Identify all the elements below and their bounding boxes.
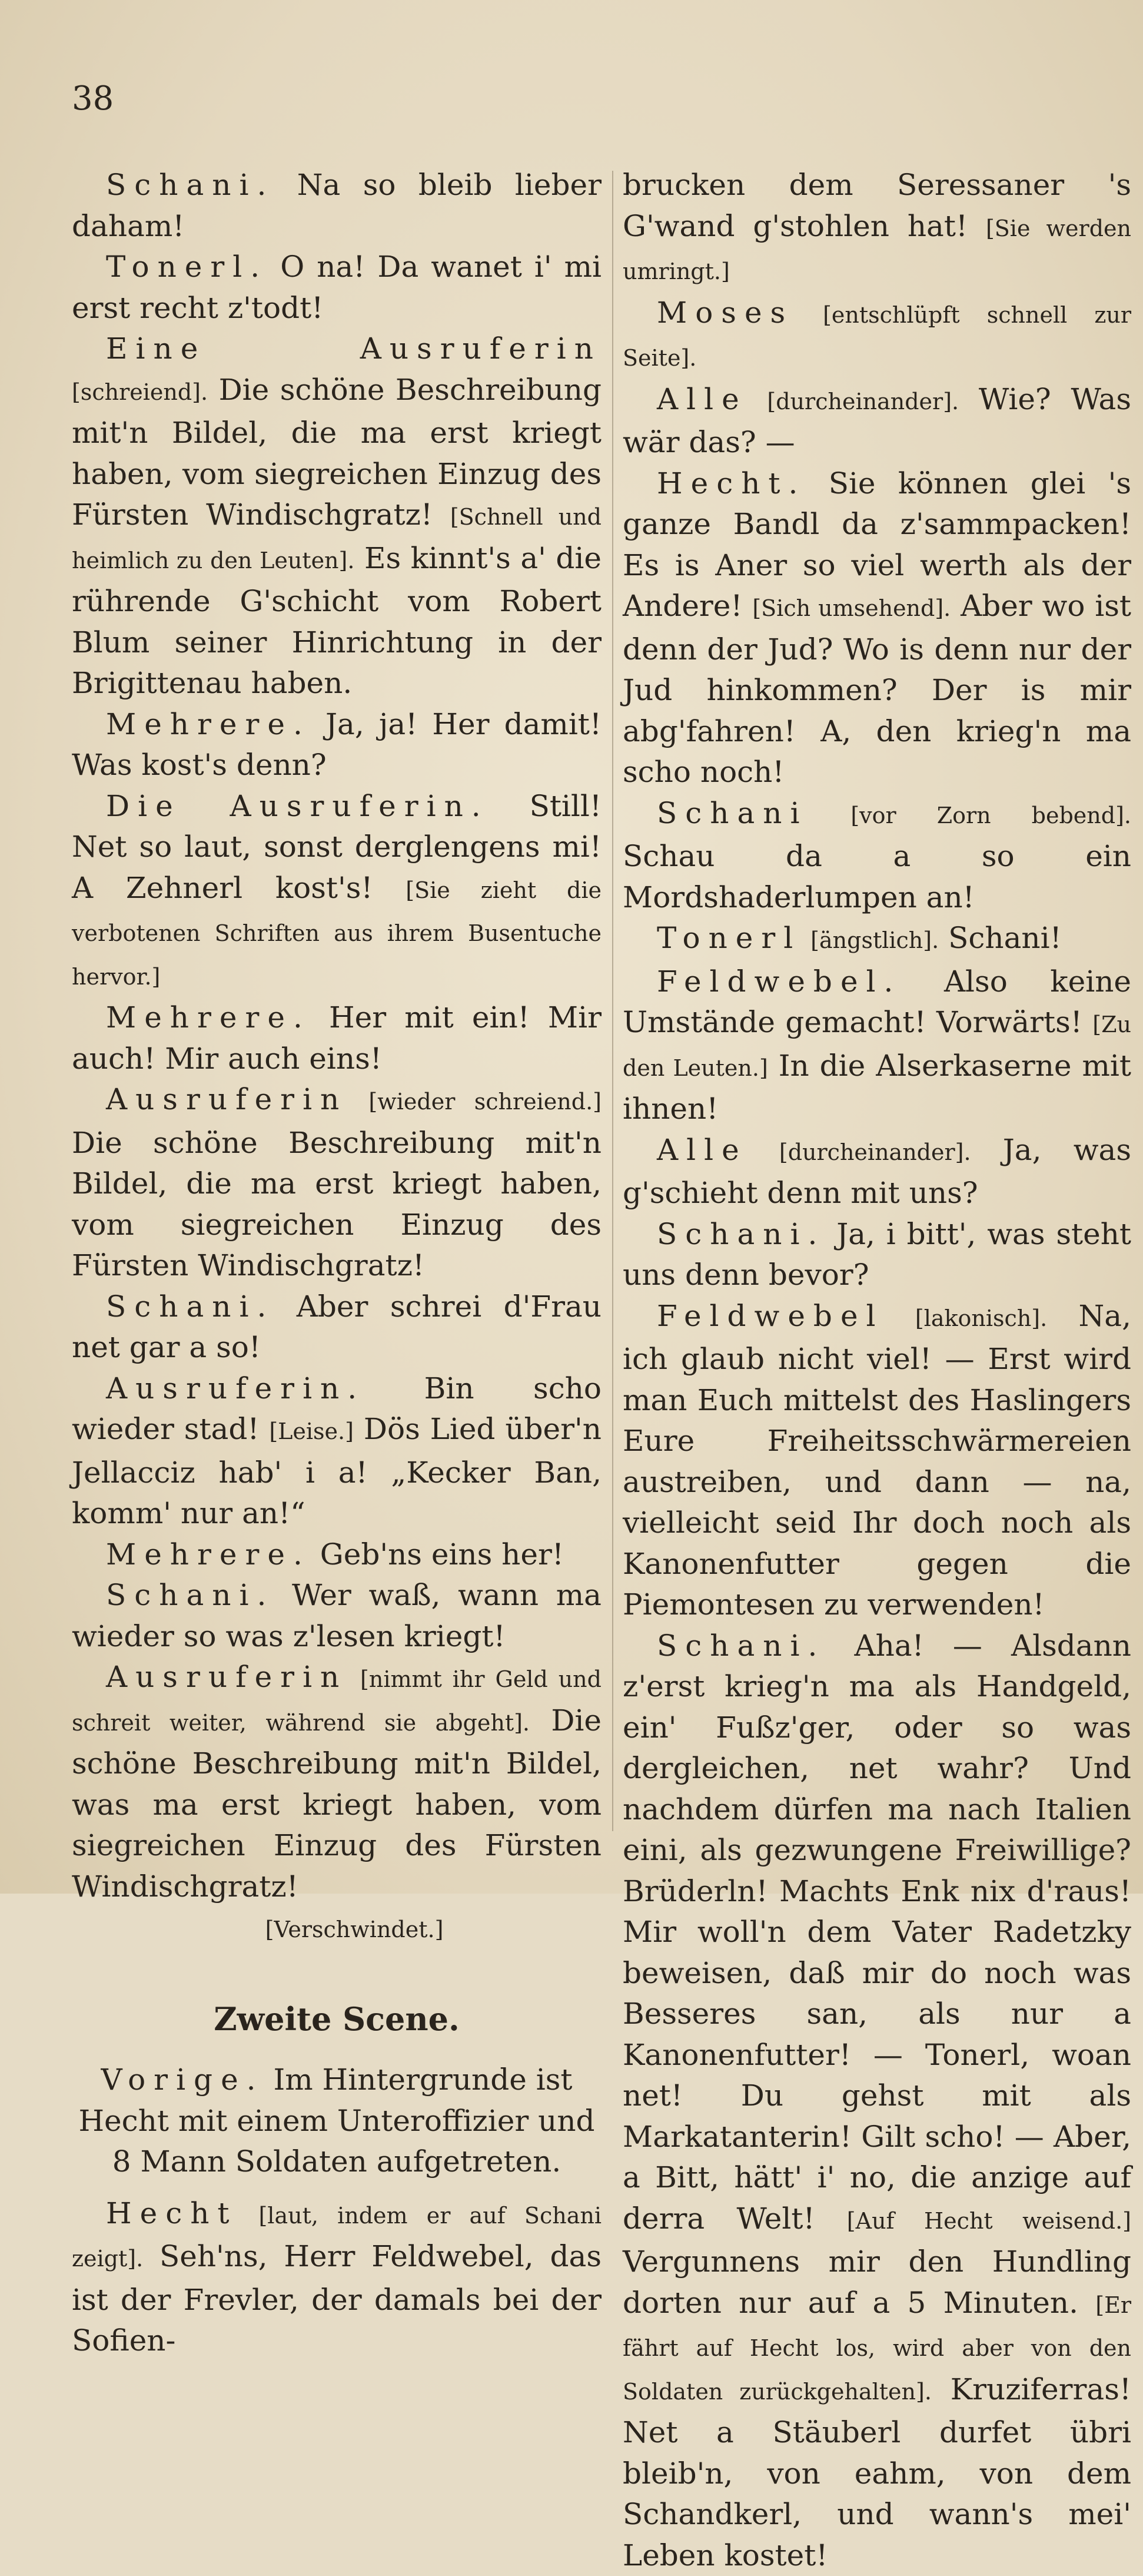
dialogue-line — [72, 1575, 602, 1657]
line-text: Na so bleib lieber daham! — [72, 168, 602, 243]
dialogue-line — [72, 1079, 602, 1287]
line-text: Die schöne Beschreibung mit'n Bildel, die ma erst kriegt haben, vom siegreichen Einzug des Fürsten Windischgratz! — [72, 373, 602, 532]
line-text: Wer waß, wann ma wieder so was z'lesen kriegt! — [72, 1578, 602, 1653]
line-text: Bin scho wieder stad! — [72, 1371, 602, 1447]
page-number: 38 — [72, 82, 114, 115]
stage-direction: [Schnell und heimlich zu den Leuten]. — [72, 504, 602, 573]
stage-direction: [durcheinander]. — [767, 389, 959, 415]
speaker-name: Schani. — [106, 1289, 274, 1324]
dialogue-line — [623, 793, 1131, 919]
stage-direction: [wieder schreiend.] — [368, 1089, 602, 1115]
dialogue-line — [72, 1657, 602, 1907]
scene-intro-text: Im Hintergrunde ist Hecht mit einem Unteroffizier und 8 Mann Soldaten aufgetreten. — [78, 2063, 594, 2179]
dialogue-continuation — [623, 165, 1131, 293]
line-text: Ja, was g'schieht denn mit uns? — [623, 1133, 1131, 1211]
dialogue-line — [72, 786, 602, 998]
speaker-name: Schani. — [106, 1578, 274, 1612]
speaker-name: Eine Ausruferin — [106, 331, 602, 366]
stage-direction: [nimmt ihr Geld und schreit weiter, während sie abgeht]. — [72, 1666, 602, 1736]
exit-stage-direction — [72, 1907, 602, 1951]
dialogue-line — [623, 379, 1131, 463]
line-text: Es kinnt's a' die rührende G'schicht vom Robert Blum seiner Hinrichtung in der Brigittenau haben. — [72, 541, 602, 701]
dialogue-line — [72, 247, 602, 329]
stage-direction: [Auf Hecht weisend.] — [847, 2208, 1131, 2234]
right-column — [623, 165, 1131, 2576]
speaker-name: Mehrere. — [106, 707, 311, 741]
stage-direction: [durcheinander]. — [779, 1139, 971, 1165]
speaker-name: Hecht — [106, 2196, 238, 2230]
stage-direction: [vor Zorn bebend]. — [850, 803, 1131, 828]
speaker-name: Alle — [657, 1133, 747, 1167]
dialogue-line — [72, 704, 602, 786]
line-text: Schani! — [948, 921, 1062, 955]
stage-direction: [lakonisch]. — [915, 1305, 1047, 1331]
dialogue-line — [623, 1130, 1131, 1214]
line-text: Aha! — Alsdann z'erst krieg'n ma als Handgeld, ein' Fußz'ger, oder so was dergleichen, net wahr? Und nachdem dürfen ma nach Italien eini, als gezwungene Freiwillige? Brüderln! Machts Enk nix d'raus! Mir woll'n dem Vater Radetzky beweisen, daß mir do noch was Besseres san, als nur a Kanonenfutter! — Tonerl, woan net! Du gehst mit als Markatanterin! Gilt scho! — Aber, a Bitt, hätt' i' no, die anzige auf derra Welt! — [623, 1629, 1131, 2236]
stage-direction: [Leise.] — [269, 1418, 354, 1444]
stage-direction: [ängstlich]. — [810, 927, 939, 953]
speaker-name: Schani — [657, 796, 808, 830]
line-text: Dös Lied über'n Jellacciz hab' i a! „Kecker Ban, komm' nur an!“ — [72, 1412, 602, 1530]
stage-direction: [entschlüpft schnell zur Seite]. — [623, 302, 1131, 372]
dialogue-line — [72, 1287, 602, 1368]
line-text: Kruziferras! Net a Stäuberl durfet übri bleib'n, von eahm, von dem Schandkerl, und wann's mei' Leben kostet! — [623, 2372, 1131, 2572]
stage-direction: [Sie werden umringt.] — [623, 216, 1131, 285]
stage-direction: [Sie zieht die verbotenen Schriften aus ihrem Busentuche hervor.] — [72, 877, 602, 990]
dialogue-line — [72, 1368, 602, 1534]
dialogue-line — [623, 1626, 1131, 2576]
line-text: Schau da a so ein Mordshaderlumpen an! — [623, 839, 1131, 914]
line-text: Still! Net so laut, sonst derglengens mi! A Zehnerl kost's! — [72, 789, 602, 905]
speaker-name: Moses — [657, 296, 793, 330]
speaker-name: Hecht. — [657, 466, 806, 500]
scene-title: Zweite Scene. — [72, 1999, 602, 2040]
stage-direction: [laut, indem er auf Schani zeigt]. — [72, 2203, 602, 2272]
column-divider — [612, 171, 613, 1831]
line-text: Die schöne Beschreibung mit'n Bildel, die ma erst kriegt haben, vom siegreichen Einzug des Fürsten Windischgratz! — [72, 1126, 602, 1283]
dialogue-line — [623, 1296, 1131, 1626]
stage-direction: [Er fährt auf Hecht los, wird aber von den Soldaten zurückgehalten]. — [623, 2292, 1131, 2405]
dialogue-line — [623, 293, 1131, 379]
speaker-name: Schani. — [657, 1629, 825, 1663]
dialogue-line — [623, 1214, 1131, 1296]
line-text: O na! Da wanet i' mi erst recht z'todt! — [72, 250, 602, 325]
speaker-name: Die Ausruferin. — [106, 789, 489, 823]
left-column — [72, 165, 602, 2362]
speaker-name: Tonerl. — [106, 250, 268, 284]
dialogue-line — [72, 165, 602, 247]
dialogue-line — [623, 463, 1131, 793]
stage-direction: [Verschwindet.] — [265, 1917, 444, 1942]
line-text: Wie? Was wär das? — — [623, 382, 1131, 460]
speaker-name: Vorige. — [101, 2063, 264, 2097]
line-text: Seh'ns, Herr Feldwebel, das ist der Frevler, der damals bei der Sofien- — [72, 2239, 602, 2358]
speaker-name: Mehrere. — [106, 1537, 311, 1572]
speaker-name: Mehrere. — [106, 1000, 311, 1035]
scene-intro — [72, 2060, 602, 2183]
stage-direction: [Zu den Leuten.] — [623, 1012, 1131, 1081]
line-text: Also keine Umstände gemacht! Vorwärts! — [623, 964, 1131, 1040]
speaker-name: Ausruferin — [106, 1660, 347, 1694]
line-text: Ja, i bitt', was steht uns denn bevor? — [623, 1217, 1131, 1292]
speaker-name: Tonerl — [657, 921, 801, 955]
line-text: Aber schrei d'Frau net gar a so! — [72, 1289, 602, 1365]
speaker-name: Schani. — [657, 1217, 825, 1251]
line-text: Sie können glei 's ganze Bandl da z'sammpacken! Es is Aner so viel werth als der Andere! — [623, 466, 1131, 624]
line-text: Na, ich glaub nicht viel! — Erst wird man Euch mittelst des Haslingers Eure Freiheitsschwärmereien austreiben, und dann — na, vielleicht seid Ihr doch noch als Kanonenfutter gegen die Piemontesen zu verwenden! — [623, 1299, 1131, 1622]
line-text: Ja, ja! Her damit! Was kost's denn? — [72, 707, 602, 783]
dialogue-line — [72, 329, 602, 704]
speaker-name: Ausruferin. — [106, 1371, 365, 1405]
speaker-name: Feldwebel — [657, 1299, 884, 1333]
line-text: Vergunnens mir den Hundling dorten nur auf a 5 Minuten. — [623, 2245, 1131, 2320]
line-text: Geb'ns eins her! — [320, 1537, 564, 1572]
speaker-name: Schani. — [106, 168, 274, 202]
dialogue-line — [72, 2193, 602, 2362]
stage-direction: [schreiend]. — [72, 379, 208, 405]
dialogue-line — [72, 1534, 602, 1576]
line-text: brucken dem Seressaner 's G'wand g'stohlen hat! — [623, 168, 1131, 243]
line-text: Her mit ein! Mir auch! Mir auch eins! — [72, 1000, 602, 1076]
line-text: Aber wo ist denn der Jud? Wo is denn nur der Jud hinkommen? Der is mir abg'fahren! A, den krieg'n ma scho noch! — [623, 589, 1131, 789]
speaker-name: Alle — [657, 382, 747, 416]
speaker-name: Ausruferin — [106, 1082, 347, 1116]
stage-direction: [Sich umsehend]. — [752, 595, 951, 621]
dialogue-line — [72, 997, 602, 1079]
line-text: In die Alserkaserne mit ihnen! — [623, 1049, 1131, 1126]
line-text: Die schöne Beschreibung mit'n Bildel, was ma erst kriegt haben, vom siegreichen Einzug des Fürsten Windischgratz! — [72, 1703, 602, 1904]
speaker-name: Feldwebel. — [657, 964, 901, 999]
dialogue-line — [623, 962, 1131, 1130]
dialogue-line — [623, 918, 1131, 962]
